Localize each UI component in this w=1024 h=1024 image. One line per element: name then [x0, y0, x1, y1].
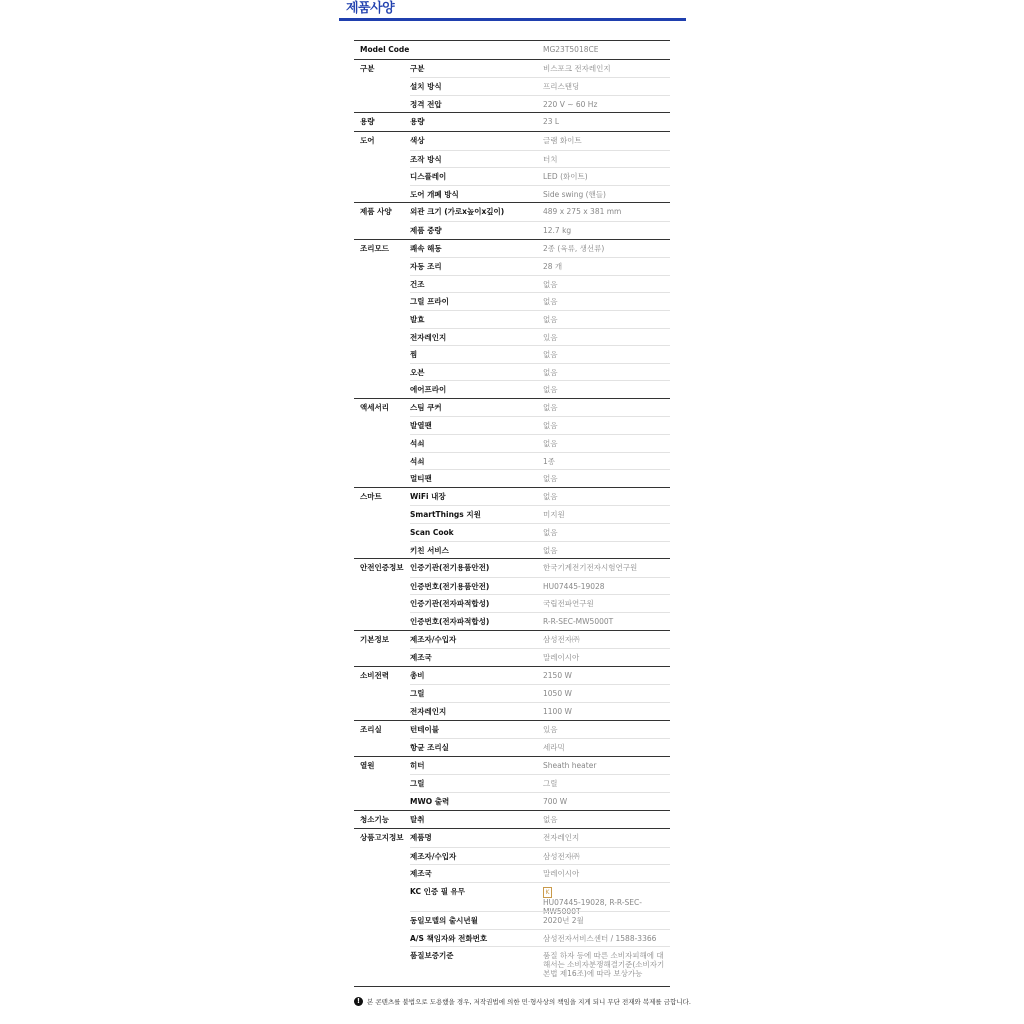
spec-row: [354, 757, 670, 775]
spec-value: 터치: [543, 150, 670, 168]
spec-label: 용량: [410, 117, 425, 127]
spec-category: [354, 77, 410, 81]
spec-group: [354, 810, 670, 829]
spec-row: [354, 829, 670, 847]
spec-label: 전자레인지: [410, 328, 543, 346]
spec-category: 제품 사양: [360, 207, 392, 217]
spec-row: [354, 469, 670, 487]
spec-value: 비스포크 전자레인지: [543, 63, 611, 73]
spec-category: [354, 648, 410, 652]
spec-row: [354, 648, 670, 666]
spec-row: [354, 399, 670, 417]
spec-row: [354, 541, 670, 559]
kc-mark-icon: K: [543, 887, 552, 898]
spec-value: 2종 (육류, 생선류): [543, 243, 605, 253]
spec-group: [354, 720, 670, 756]
spec-value: 없음: [543, 469, 670, 487]
spec-category: [354, 505, 410, 509]
spec-row: [354, 882, 670, 916]
spec-value: 삼성전자㈜: [543, 634, 580, 644]
spec-row: [354, 577, 670, 595]
spec-label: 자동 조리: [410, 257, 543, 275]
spec-value: 없음: [543, 541, 670, 559]
spec-label: 설치 방식: [410, 77, 543, 95]
spec-label: 색상: [410, 135, 425, 145]
spec-category: [354, 594, 410, 598]
spec-category: 조리모드: [360, 243, 389, 253]
spec-label: 히터: [410, 760, 425, 770]
spec-row: [354, 946, 670, 986]
spec-category: [354, 185, 410, 189]
spec-category: [354, 523, 410, 527]
spec-label: 제조자/수입자: [410, 847, 543, 865]
spec-value: LED (화이트): [543, 167, 670, 185]
spec-group: [354, 202, 670, 238]
spec-label: 인증기관(전자파적합성): [410, 594, 543, 612]
spec-value: R-R-SEC-MW5000T: [543, 612, 670, 630]
spec-category: [354, 612, 410, 616]
spec-label: 멀티팬: [410, 469, 543, 487]
spec-row: [354, 275, 670, 293]
spec-row: [354, 345, 670, 363]
spec-row: [354, 864, 670, 882]
spec-value: MG23T5018CE: [543, 45, 599, 54]
spec-group: [354, 398, 670, 487]
spec-category: [354, 363, 410, 367]
spec-value: 23 L: [543, 117, 560, 127]
spec-value: 없음: [543, 292, 670, 310]
spec-value: 2150 W: [543, 670, 572, 680]
spec-value: 말레이시아: [543, 864, 670, 882]
exclamation-icon: !: [354, 997, 363, 1006]
spec-label: 동일모델의 출시년월: [410, 911, 543, 929]
spec-row: [354, 721, 670, 739]
spec-row: [354, 113, 670, 131]
spec-label: SmartThings 지원: [410, 505, 543, 523]
copyright-notice: [354, 997, 691, 1006]
spec-row: [354, 292, 670, 310]
spec-value: 삼성전자서비스센터 / 1588-3366: [543, 929, 670, 947]
spec-label: 디스플레이: [410, 167, 543, 185]
spec-label: 품질보증기준: [410, 946, 543, 986]
spec-row: [354, 667, 670, 685]
spec-value: 220 V ~ 60 Hz: [543, 95, 670, 113]
spec-value: 1050 W: [543, 684, 670, 702]
spec-label: 구분: [410, 63, 425, 73]
spec-row: [354, 847, 670, 865]
spec-category: 구분: [360, 63, 375, 73]
spec-label: 스팀 쿠커: [410, 402, 442, 412]
spec-group: [354, 666, 670, 720]
spec-label: 발열팬: [410, 416, 543, 434]
spec-category: [354, 167, 410, 171]
spec-label: 인증기관(전기용품안전): [410, 563, 490, 573]
spec-category: [354, 95, 410, 99]
spec-label: 제조자/수입자: [410, 634, 457, 644]
spec-category: 청소기능: [360, 814, 389, 824]
spec-row: [354, 60, 670, 78]
spec-row: [354, 929, 670, 947]
spec-row: [354, 684, 670, 702]
spec-group: [354, 59, 670, 113]
spec-category: 안전인증정보: [360, 563, 404, 573]
spec-label: 쾌속 해동: [410, 243, 442, 253]
spec-category: [354, 221, 410, 225]
spec-value: 없음: [543, 363, 670, 381]
spec-label: 총비: [410, 670, 425, 680]
spec-category: [354, 847, 410, 851]
spec-row: [354, 702, 670, 720]
spec-category: [354, 292, 410, 296]
spec-label: 제품 중량: [410, 221, 543, 239]
spec-label: 제조국: [410, 864, 543, 882]
spec-row: [354, 310, 670, 328]
title-underline: [339, 18, 686, 21]
spec-value: 미지원: [543, 505, 670, 523]
spec-group: [354, 131, 670, 202]
spec-value: 세라믹: [543, 738, 670, 756]
spec-row: [354, 150, 670, 168]
spec-row: [354, 434, 670, 452]
spec-label: 인증번호(전자파적합성): [410, 612, 543, 630]
notice-text: 본 콘텐츠를 불법으로 도용했을 경우, 저작권법에 의한 민·형사상의 책임을 지게 되니 무단 전재와 복제를 금합니다.: [367, 998, 691, 1006]
spec-category: [354, 946, 410, 950]
spec-value: 품질 하자 등에 따른 소비자피해에 대해서는 소비자분쟁해결기준(소비자기본법 제16조)에 따라 보상가능: [543, 946, 670, 986]
spec-label: 전자레인지: [410, 702, 543, 720]
spec-row: [354, 240, 670, 258]
spec-category: [354, 738, 410, 742]
spec-row: [354, 257, 670, 275]
spec-label: 항균 조리실: [410, 738, 543, 756]
spec-category: 열원: [360, 760, 375, 770]
spec-value: 2020년 2월: [543, 911, 670, 929]
spec-row: [354, 77, 670, 95]
spec-value: 12.7 kg: [543, 221, 670, 239]
spec-value: 489 x 275 x 381 mm: [543, 207, 622, 217]
spec-category: [354, 416, 410, 420]
spec-label: 발효: [410, 310, 543, 328]
spec-category: [354, 257, 410, 261]
spec-value: 1100 W: [543, 702, 670, 720]
spec-row: [354, 380, 670, 398]
spec-table: [354, 40, 670, 987]
spec-category: [354, 864, 410, 868]
spec-category: [354, 469, 410, 473]
spec-row: [354, 612, 670, 630]
spec-value: 700 W: [543, 792, 670, 810]
spec-label: WiFi 내장: [410, 491, 446, 501]
spec-value: 없음: [543, 434, 670, 452]
spec-value: 없음: [543, 814, 558, 824]
spec-row: [354, 594, 670, 612]
spec-category: [354, 345, 410, 349]
spec-category: [354, 380, 410, 384]
spec-row: [354, 41, 670, 59]
spec-label: 건조: [410, 275, 543, 293]
spec-category: [354, 275, 410, 279]
spec-category: 액세서리: [360, 402, 389, 412]
spec-category: [354, 911, 410, 915]
spec-category: 기본정보: [360, 634, 389, 644]
spec-label: 조작 방식: [410, 150, 543, 168]
spec-value: 없음: [543, 275, 670, 293]
spec-category: [354, 774, 410, 778]
spec-label: 에어프라이: [410, 380, 543, 398]
spec-row: [354, 452, 670, 470]
spec-value: 그릴: [543, 774, 670, 792]
spec-group: [354, 756, 670, 810]
spec-label: 그릴: [410, 774, 543, 792]
spec-value: 한국기계전기전자시험연구원: [543, 563, 638, 573]
spec-value: 없음: [543, 523, 670, 541]
spec-value: 28 개: [543, 257, 670, 275]
spec-label: 석쇠: [410, 434, 543, 452]
spec-row: [354, 631, 670, 649]
spec-group: [354, 558, 670, 629]
spec-row: [354, 167, 670, 185]
spec-label: MWO 출력: [410, 792, 543, 810]
spec-row: [354, 328, 670, 346]
spec-value: 글램 화이트: [543, 135, 582, 145]
page-title: 제품사양: [346, 1, 395, 16]
spec-value: 프리스탠딩: [543, 77, 670, 95]
spec-group: [354, 630, 670, 666]
spec-row: [354, 185, 670, 203]
spec-label: 외관 크기 (가로x높이x깊이): [410, 207, 505, 217]
spec-group: [354, 487, 670, 558]
spec-group: [354, 828, 670, 987]
spec-category: 조리실: [360, 724, 382, 734]
spec-label: 인증번호(전기용품안전): [410, 577, 543, 595]
spec-row: [354, 738, 670, 756]
spec-value: Side swing (핸들): [543, 185, 670, 203]
spec-value-kc: [543, 882, 670, 916]
spec-value: 국립전파연구원: [543, 594, 670, 612]
spec-row: [354, 488, 670, 506]
spec-row: [354, 203, 670, 221]
spec-label: 그릴: [410, 684, 543, 702]
spec-label: 정격 전압: [410, 95, 543, 113]
spec-row: [354, 792, 670, 810]
spec-label: 키친 서비스: [410, 541, 543, 559]
spec-label: 석쇠: [410, 452, 543, 470]
spec-group: [354, 239, 670, 398]
spec-value: 전자레인지: [543, 833, 580, 843]
spec-label: Scan Cook: [410, 523, 543, 541]
spec-category: [354, 328, 410, 332]
spec-label: 오븐: [410, 363, 543, 381]
spec-label: A/S 책임자와 전화번호: [410, 929, 543, 947]
spec-label: 탈취: [410, 814, 425, 824]
spec-value: 없음: [543, 491, 558, 501]
spec-category: 상품고지정보: [360, 833, 404, 843]
spec-category: 스마트: [360, 491, 382, 501]
spec-label: 턴테이블: [410, 724, 439, 734]
spec-row: [354, 774, 670, 792]
spec-value: 없음: [543, 416, 670, 434]
spec-category: [354, 929, 410, 933]
spec-row: [354, 811, 670, 829]
spec-row: [354, 416, 670, 434]
spec-category: 소비전력: [360, 670, 389, 680]
spec-row: [354, 221, 670, 239]
spec-value: 1종: [543, 452, 670, 470]
spec-row: [354, 95, 670, 113]
spec-category: [354, 310, 410, 314]
spec-row: [354, 505, 670, 523]
spec-label: 도어 개폐 방식: [410, 185, 543, 203]
spec-value: Sheath heater: [543, 760, 597, 770]
spec-value: HU07445-19028, R-R-SEC-MW5000T: [543, 897, 642, 916]
spec-category: [354, 882, 410, 886]
spec-category: [354, 541, 410, 545]
spec-category: [354, 702, 410, 706]
spec-value: 있음: [543, 328, 670, 346]
spec-category: [354, 452, 410, 456]
spec-value: 없음: [543, 345, 670, 363]
spec-category: 용량: [360, 117, 375, 127]
spec-category: [354, 150, 410, 154]
spec-value: 없음: [543, 310, 670, 328]
spec-value: 삼성전자㈜: [543, 847, 670, 865]
spec-value: 말레이시아: [543, 648, 670, 666]
spec-category: 도어: [360, 135, 375, 145]
spec-value: 없음: [543, 402, 558, 412]
spec-group: [354, 40, 670, 59]
spec-label: 그릴 프라이: [410, 292, 543, 310]
spec-category: [354, 434, 410, 438]
spec-label: 제품명: [410, 833, 432, 843]
spec-label: KC 인증 필 유무: [410, 882, 543, 911]
spec-value: 있음: [543, 724, 558, 734]
spec-value: HU07445-19028: [543, 577, 670, 595]
spec-category: [354, 684, 410, 688]
spec-row: [354, 911, 670, 929]
spec-category: [354, 792, 410, 796]
spec-row: [354, 363, 670, 381]
spec-label: 제조국: [410, 648, 543, 666]
spec-category: [354, 577, 410, 581]
spec-row: [354, 132, 670, 150]
spec-group: [354, 112, 670, 131]
spec-label: 찜: [410, 345, 543, 363]
spec-value: 없음: [543, 380, 670, 398]
spec-category: Model Code: [360, 45, 410, 54]
spec-row: [354, 523, 670, 541]
spec-row: [354, 559, 670, 577]
